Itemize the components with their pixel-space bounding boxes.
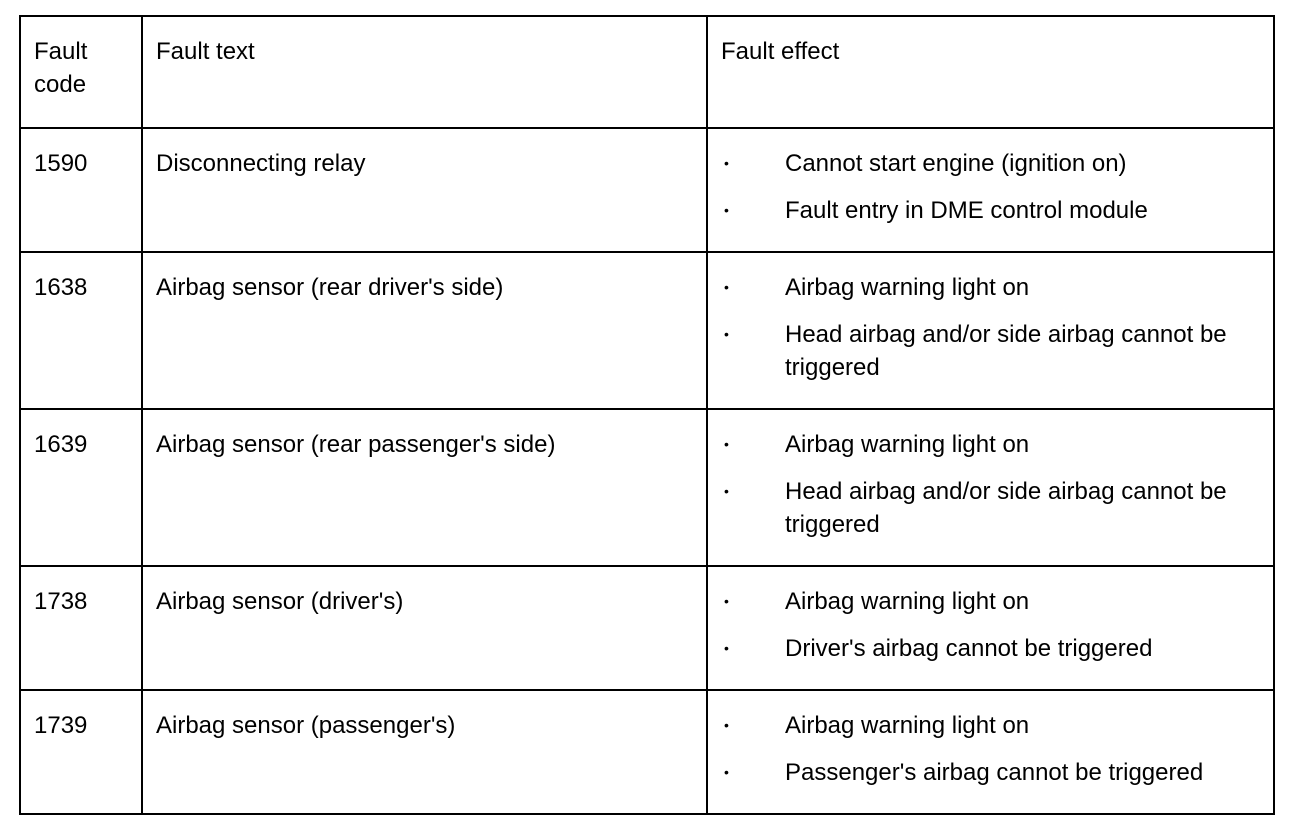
list-item (721, 475, 1261, 541)
table-header-row (20, 16, 1274, 128)
effect-text: Driver's airbag cannot be triggered (785, 635, 1153, 662)
list-item (721, 318, 1261, 384)
fault-effect-cell (707, 128, 1274, 252)
table-row (20, 690, 1274, 814)
fault-code-cell: 1738 (20, 566, 142, 690)
bullet-icon: • (724, 326, 729, 342)
list-item (721, 194, 1261, 227)
fault-effect-cell (707, 409, 1274, 566)
table-row (20, 409, 1274, 566)
list-item (721, 271, 1261, 304)
header-fault-effect: Fault effect (707, 16, 1274, 128)
bullet-icon: • (724, 155, 729, 171)
fault-text-cell: Airbag sensor (rear passenger's side) (142, 409, 707, 566)
bullet-icon: • (724, 593, 729, 609)
bullet-icon: • (724, 202, 729, 218)
fault-effect-list (721, 585, 1261, 665)
fault-effect-cell (707, 252, 1274, 409)
bullet-icon: • (724, 483, 729, 499)
fault-effect-list (721, 428, 1261, 541)
fault-effect-list (721, 147, 1261, 227)
fault-effect-cell (707, 690, 1274, 814)
fault-text-cell: Airbag sensor (rear driver's side) (142, 252, 707, 409)
effect-text: Airbag warning light on (785, 431, 1030, 458)
effect-text: Cannot start engine (ignition on) (785, 150, 1127, 177)
list-item (721, 756, 1261, 789)
effect-text: Airbag warning light on (785, 588, 1030, 615)
table-row (20, 566, 1274, 690)
fault-code-cell: 1590 (20, 128, 142, 252)
table-row (20, 252, 1274, 409)
list-item (721, 709, 1261, 742)
bullet-icon: • (724, 436, 729, 452)
effect-text: Head airbag and/or side airbag cannot be triggered (785, 478, 1227, 538)
bullet-icon: • (724, 717, 729, 733)
list-item (721, 632, 1261, 665)
fault-effect-list (721, 709, 1261, 789)
fault-effect-cell (707, 566, 1274, 690)
fault-code-table (19, 15, 1275, 815)
fault-code-cell: 1638 (20, 252, 142, 409)
fault-effect-list (721, 271, 1261, 384)
effect-text: Airbag warning light on (785, 274, 1030, 301)
effect-text: Airbag warning light on (785, 712, 1030, 739)
table-row (20, 128, 1274, 252)
effect-text: Head airbag and/or side airbag cannot be triggered (785, 321, 1227, 381)
bullet-icon: • (724, 640, 729, 656)
list-item (721, 428, 1261, 461)
fault-code-cell: 1739 (20, 690, 142, 814)
bullet-icon: • (724, 279, 729, 295)
header-fault-text: Fault text (142, 16, 707, 128)
fault-code-cell: 1639 (20, 409, 142, 566)
list-item (721, 147, 1261, 180)
fault-text-cell: Disconnecting relay (142, 128, 707, 252)
effect-text: Fault entry in DME control module (785, 197, 1148, 224)
bullet-icon: • (724, 764, 729, 780)
list-item (721, 585, 1261, 618)
header-fault-code: Fault code (20, 16, 142, 128)
effect-text: Passenger's airbag cannot be triggered (785, 759, 1204, 786)
fault-text-cell: Airbag sensor (driver's) (142, 566, 707, 690)
fault-text-cell: Airbag sensor (passenger's) (142, 690, 707, 814)
